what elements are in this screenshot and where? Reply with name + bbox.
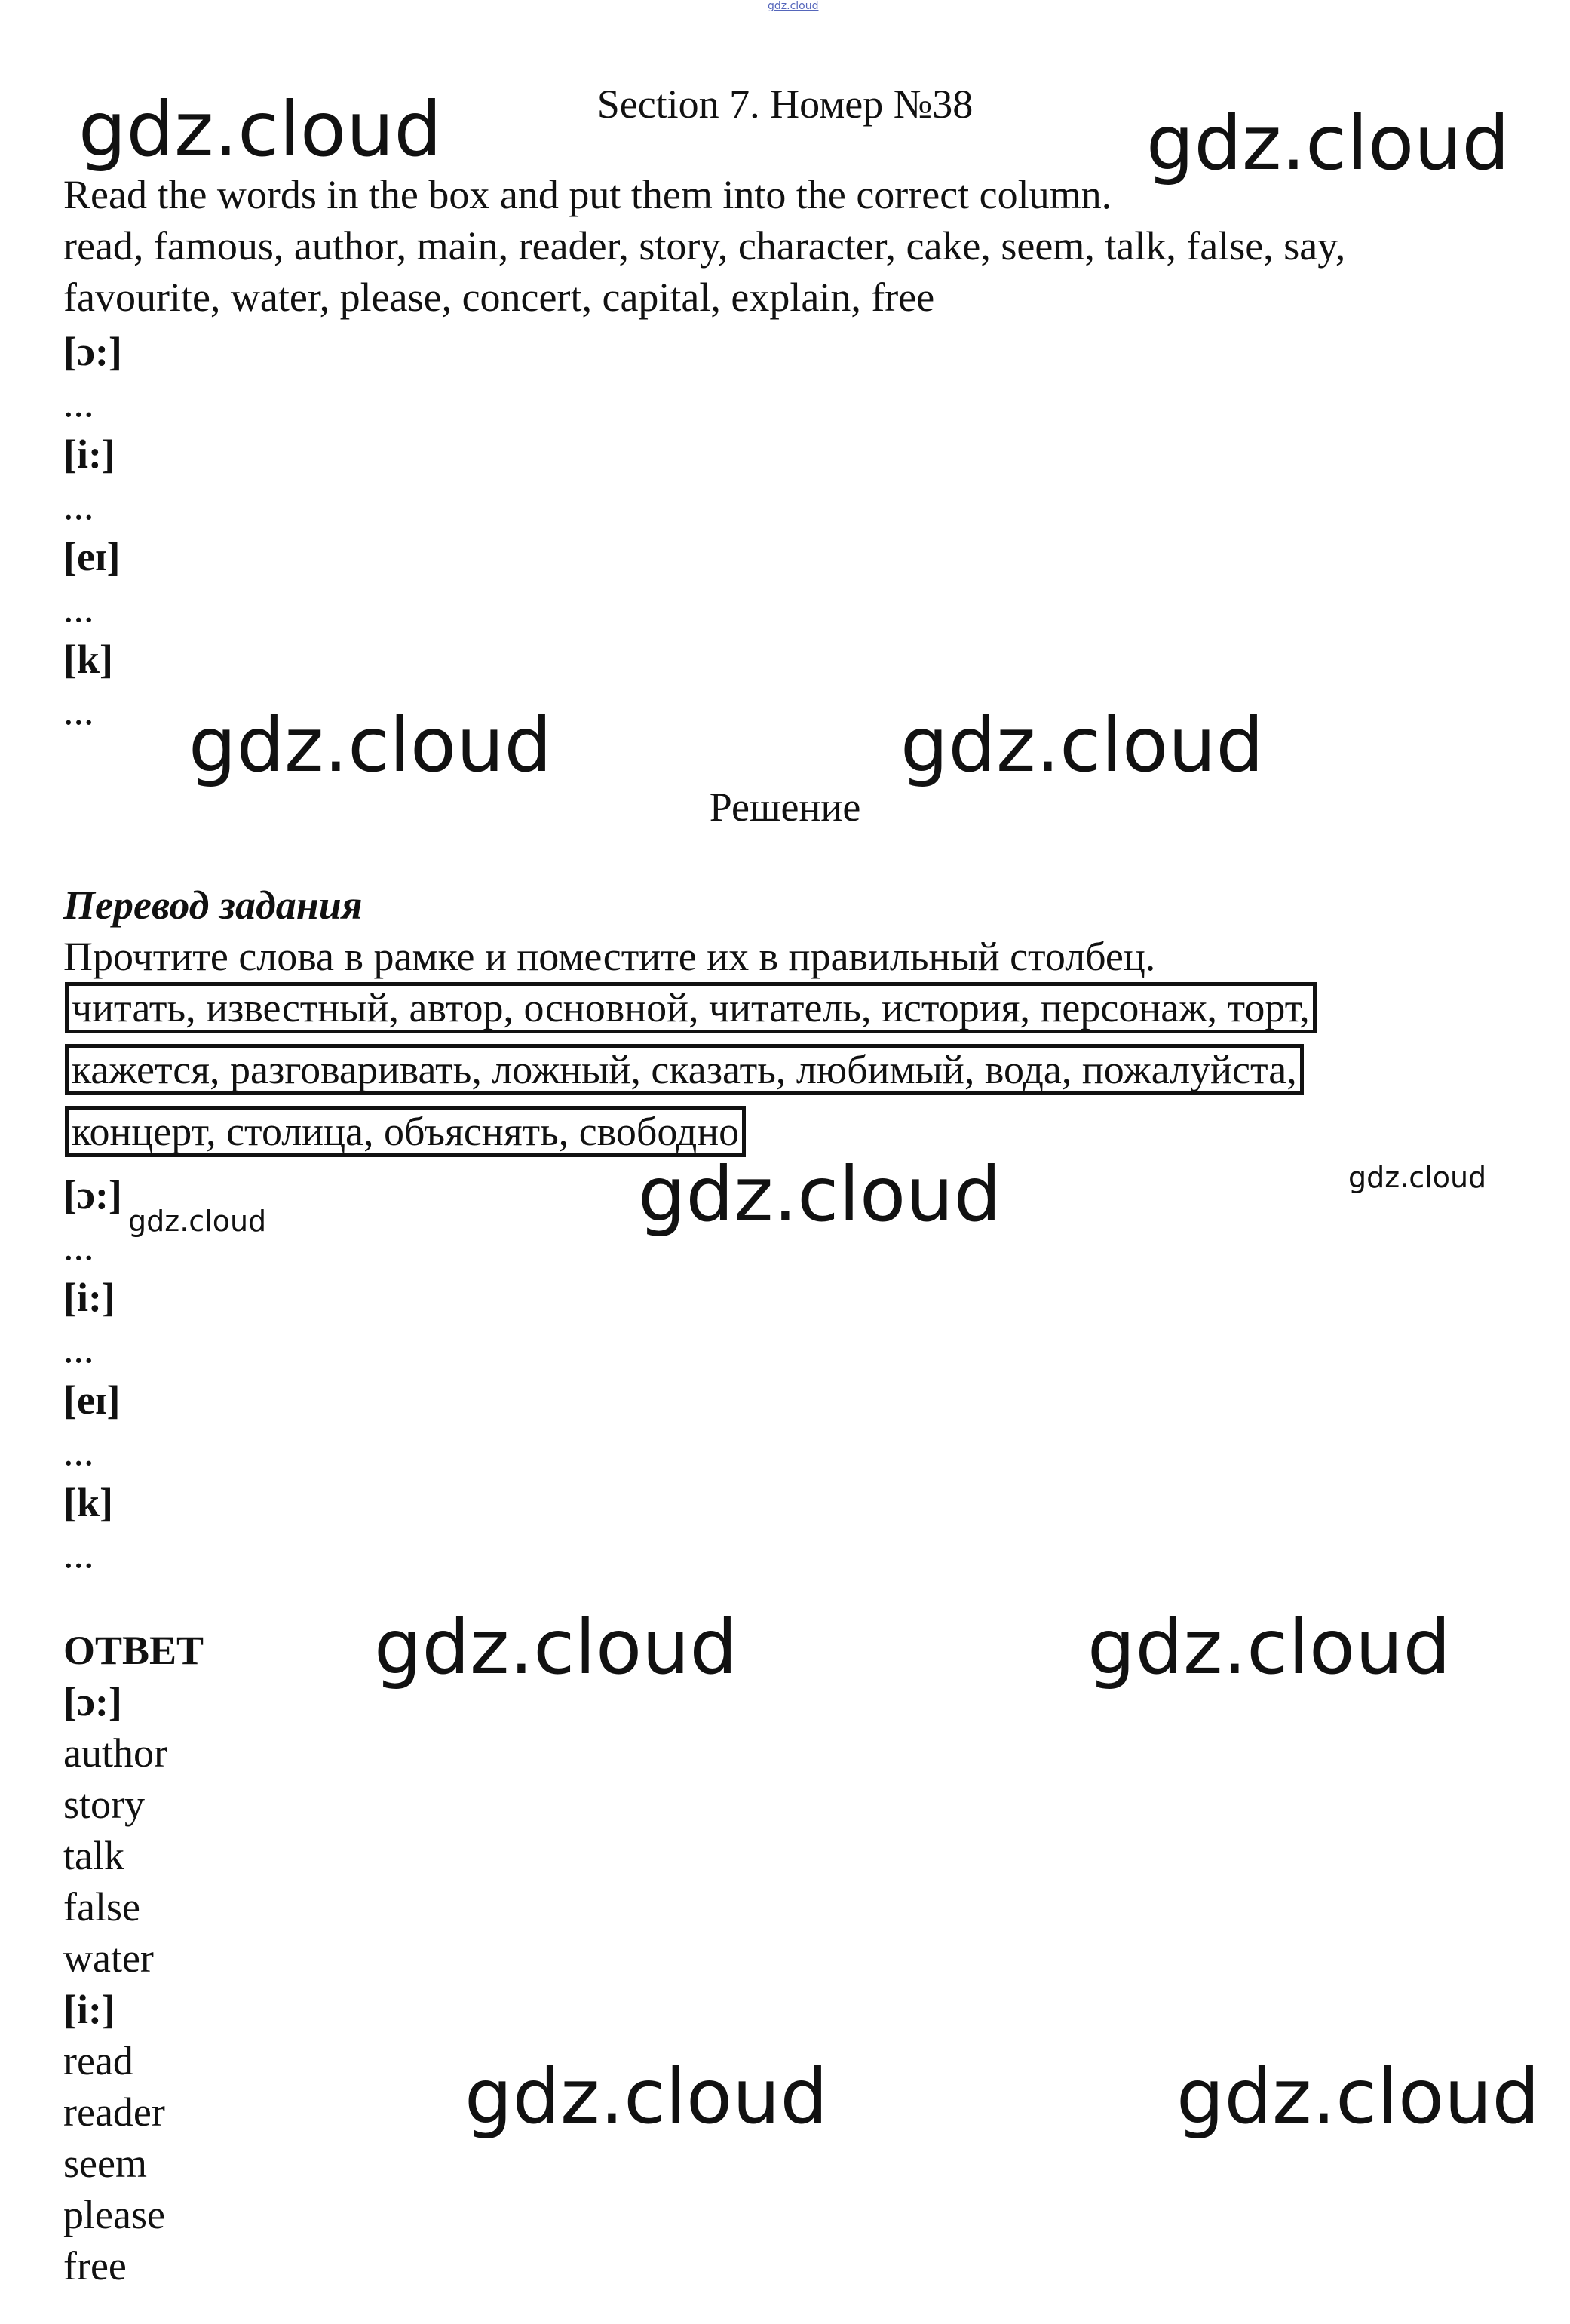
column-heading: [eɪ] [63, 1377, 121, 1423]
answer-word: talk [63, 1833, 124, 1878]
column-placeholder: ... [63, 585, 94, 631]
translation-instruction: Прочтите слова в рамке и поместите их в правильный столбец. [63, 934, 1156, 979]
watermark: gdz.cloud [1176, 2052, 1541, 2141]
column-heading: [ɔ:] [63, 329, 122, 374]
answer-word: reader [63, 2089, 165, 2135]
column-placeholder: ... [63, 688, 94, 733]
word-box-line-2: кажется, разговаривать, ложный, сказать, любимый, вода, пожалуйста, [65, 1044, 1304, 1095]
answer-word: seem [63, 2141, 147, 2186]
watermark: gdz.cloud [374, 1603, 738, 1691]
word-box-line-1: читать, известный, автор, основной, читатель, история, персонаж, торт, [65, 982, 1317, 1033]
translation-heading: Перевод задания [63, 883, 363, 928]
watermark: gdz.cloud [1146, 99, 1510, 187]
column-heading: [eɪ] [63, 534, 121, 579]
watermark: gdz.cloud [900, 701, 1265, 789]
column-placeholder: ... [63, 1429, 94, 1474]
task-instruction: Read the words in the box and put them into the correct column. [63, 172, 1112, 217]
watermark: gdz.cloud [465, 2052, 829, 2141]
answer-sound: [i:] [63, 1987, 115, 2032]
column-placeholder: ... [63, 1223, 94, 1269]
solution-label: Решение [709, 784, 861, 830]
page-title: Section 7. Номер №38 [596, 81, 974, 127]
column-placeholder: ... [63, 1531, 94, 1576]
answer-word: water [63, 1936, 154, 1981]
column-heading: [i:] [63, 1275, 115, 1320]
top-watermark-link[interactable]: gdz.cloud [768, 0, 819, 12]
column-heading: [ɔ:] [63, 1172, 122, 1217]
column-placeholder: ... [63, 380, 94, 425]
answer-sound: [ɔ:] [63, 1679, 122, 1724]
column-heading: [k] [63, 637, 113, 682]
answer-word: free [63, 2243, 127, 2289]
column-heading: [i:] [63, 431, 115, 477]
watermark: gdz.cloud [128, 1205, 267, 1238]
watermark: gdz.cloud [638, 1150, 1002, 1239]
word-box-line-3: концерт, столица, объяснять, свободно [65, 1106, 746, 1157]
answer-word: false [63, 1884, 140, 1930]
answer-word: read [63, 2038, 133, 2083]
watermark: gdz.cloud [189, 701, 553, 789]
answer-word: author [63, 1730, 167, 1776]
column-heading: [k] [63, 1480, 113, 1525]
column-placeholder: ... [63, 483, 94, 528]
answer-word: please [63, 2192, 165, 2237]
column-placeholder: ... [63, 1326, 94, 1371]
answer-heading: ОТВЕТ [63, 1628, 204, 1673]
word-list-line-2: favourite, water, please, concert, capital, explain, free [63, 275, 935, 320]
watermark: gdz.cloud [1087, 1603, 1452, 1691]
watermark: gdz.cloud [78, 85, 443, 173]
answer-word: story [63, 1782, 145, 1827]
watermark: gdz.cloud [1348, 1161, 1487, 1194]
word-list-line-1: read, famous, author, main, reader, story, character, cake, seem, talk, false, say, [63, 223, 1346, 269]
